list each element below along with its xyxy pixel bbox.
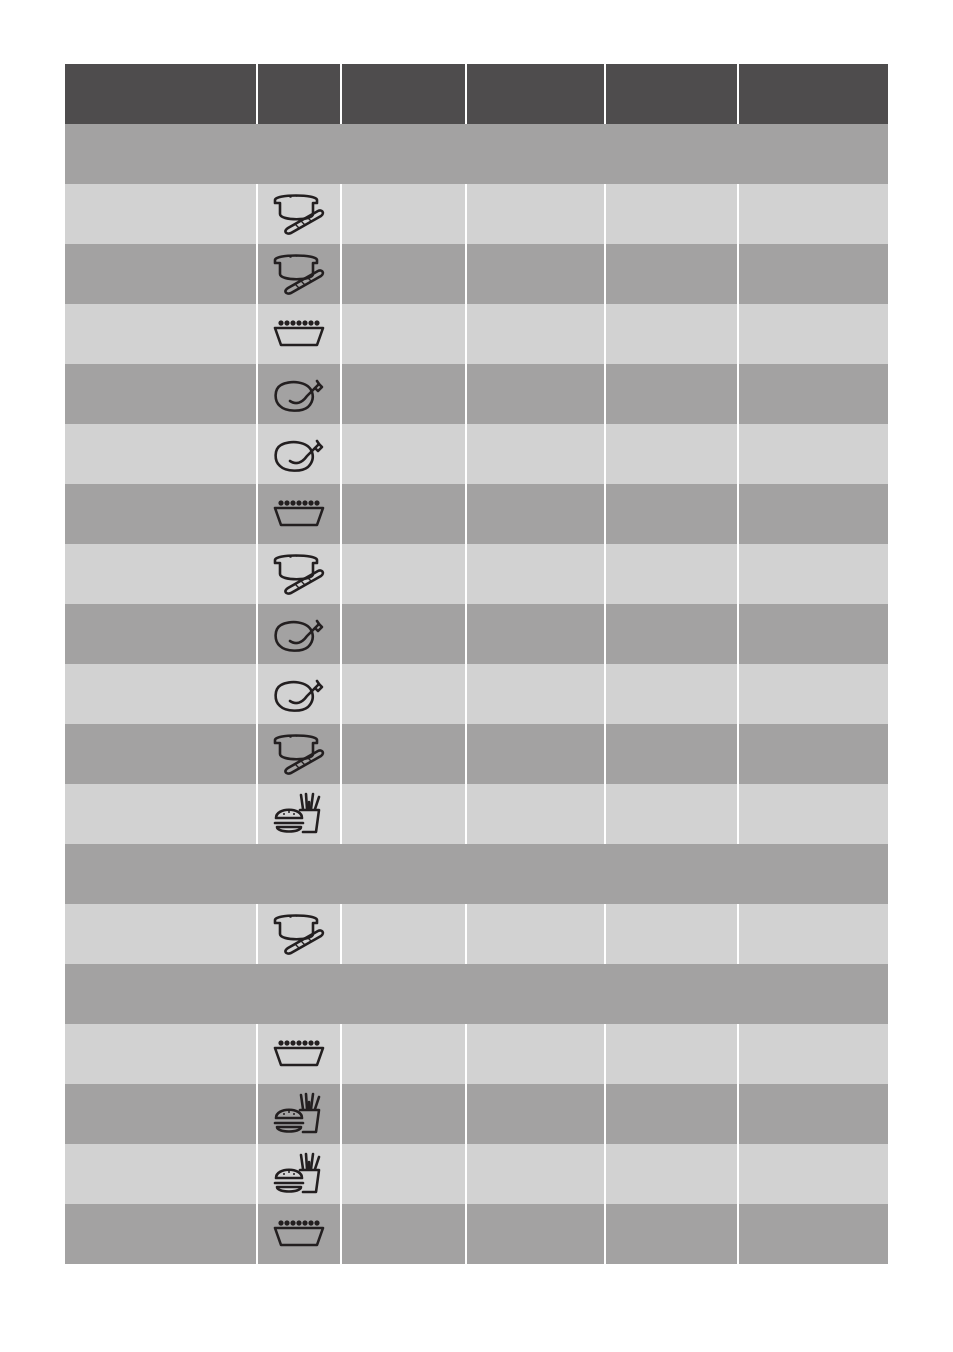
table-cell bbox=[258, 484, 340, 544]
table-cell bbox=[65, 604, 256, 664]
table-cell bbox=[342, 784, 465, 844]
table-cell bbox=[467, 424, 604, 484]
table-cell bbox=[65, 424, 256, 484]
table-row bbox=[65, 424, 888, 484]
table-cell bbox=[739, 604, 888, 664]
baking-dish-icon bbox=[272, 1032, 326, 1076]
table-cell bbox=[65, 1144, 256, 1204]
table-cell bbox=[342, 724, 465, 784]
table-cell bbox=[606, 184, 737, 244]
table-row bbox=[65, 484, 888, 544]
table-row bbox=[65, 604, 888, 664]
table-body bbox=[65, 124, 888, 1264]
table-cell bbox=[342, 484, 465, 544]
table-cell bbox=[467, 904, 604, 964]
table-cell bbox=[65, 1204, 256, 1264]
table-cell bbox=[342, 244, 465, 304]
poultry-icon bbox=[272, 612, 326, 656]
table-row bbox=[65, 1144, 888, 1204]
table-cell bbox=[467, 1204, 604, 1264]
table-cell bbox=[65, 484, 256, 544]
baking-dish-icon bbox=[272, 312, 326, 356]
poultry-icon bbox=[272, 372, 326, 416]
table-cell bbox=[258, 544, 340, 604]
bread-icon bbox=[272, 732, 326, 776]
table-cell bbox=[467, 724, 604, 784]
table-cell bbox=[258, 784, 340, 844]
table-cell bbox=[342, 1144, 465, 1204]
table-cell bbox=[606, 484, 737, 544]
table-cell bbox=[65, 244, 256, 304]
table-cell bbox=[65, 1024, 256, 1084]
bread-icon bbox=[272, 252, 326, 296]
table-cell bbox=[606, 604, 737, 664]
bread-icon bbox=[272, 552, 326, 596]
table-cell bbox=[258, 1084, 340, 1144]
table-cell bbox=[258, 1204, 340, 1264]
table-cell bbox=[739, 784, 888, 844]
poultry-icon bbox=[272, 672, 326, 716]
table-cell bbox=[739, 1204, 888, 1264]
table-cell bbox=[467, 184, 604, 244]
fast-food-icon bbox=[272, 792, 326, 836]
table-cell bbox=[65, 784, 256, 844]
header-cell-1 bbox=[65, 64, 256, 124]
table-cell bbox=[342, 544, 465, 604]
table-cell bbox=[65, 664, 256, 724]
table-row bbox=[65, 664, 888, 724]
table-row bbox=[65, 1024, 888, 1084]
table-cell bbox=[258, 364, 340, 424]
table-row bbox=[65, 544, 888, 604]
table-cell bbox=[467, 364, 604, 424]
table-cell bbox=[606, 304, 737, 364]
table-cell bbox=[739, 724, 888, 784]
table-cell bbox=[606, 424, 737, 484]
table-row bbox=[65, 784, 888, 844]
table-row bbox=[65, 904, 888, 964]
table-cell bbox=[467, 484, 604, 544]
table-cell bbox=[258, 904, 340, 964]
table-cell bbox=[65, 544, 256, 604]
table-cell bbox=[65, 724, 256, 784]
table-cell bbox=[606, 724, 737, 784]
table-cell bbox=[606, 364, 737, 424]
table-cell bbox=[739, 304, 888, 364]
baking-dish-icon bbox=[272, 492, 326, 536]
fast-food-icon bbox=[272, 1092, 326, 1136]
table-cell bbox=[739, 1024, 888, 1084]
table-row bbox=[65, 184, 888, 244]
table-cell bbox=[739, 664, 888, 724]
table-cell bbox=[606, 1024, 737, 1084]
header-cell-2 bbox=[258, 64, 340, 124]
table-cell bbox=[342, 1084, 465, 1144]
table-cell bbox=[342, 604, 465, 664]
table-cell bbox=[606, 664, 737, 724]
table-row bbox=[65, 1084, 888, 1144]
section-row bbox=[65, 124, 888, 184]
table-row bbox=[65, 304, 888, 364]
header-cell-4 bbox=[467, 64, 604, 124]
table-cell bbox=[258, 424, 340, 484]
table-cell bbox=[467, 1084, 604, 1144]
table-cell bbox=[467, 304, 604, 364]
table-row bbox=[65, 724, 888, 784]
table-cell bbox=[258, 724, 340, 784]
table-cell bbox=[258, 664, 340, 724]
table-cell bbox=[606, 1144, 737, 1204]
table-cell bbox=[258, 244, 340, 304]
table-cell bbox=[606, 784, 737, 844]
table-cell bbox=[606, 244, 737, 304]
table-cell bbox=[258, 304, 340, 364]
table-cell bbox=[467, 244, 604, 304]
food-table bbox=[65, 64, 888, 1264]
table-cell bbox=[739, 364, 888, 424]
table-cell bbox=[342, 904, 465, 964]
table-row bbox=[65, 364, 888, 424]
table-cell bbox=[606, 1084, 737, 1144]
table-cell bbox=[467, 1144, 604, 1204]
header-cell-5 bbox=[606, 64, 737, 124]
table-cell bbox=[739, 1144, 888, 1204]
poultry-icon bbox=[272, 432, 326, 476]
table-cell bbox=[606, 904, 737, 964]
table-header-row bbox=[65, 64, 888, 124]
table-cell bbox=[258, 184, 340, 244]
table-cell bbox=[342, 184, 465, 244]
table-row bbox=[65, 1204, 888, 1264]
table-cell bbox=[467, 604, 604, 664]
table-cell bbox=[342, 664, 465, 724]
table-cell bbox=[342, 424, 465, 484]
table-cell bbox=[65, 364, 256, 424]
table-cell bbox=[65, 304, 256, 364]
table-cell bbox=[65, 184, 256, 244]
table-cell bbox=[606, 544, 737, 604]
table-cell bbox=[65, 904, 256, 964]
table-row bbox=[65, 244, 888, 304]
table-cell bbox=[342, 304, 465, 364]
table-cell bbox=[342, 1024, 465, 1084]
table-cell bbox=[65, 1084, 256, 1144]
table-cell bbox=[739, 544, 888, 604]
table-cell bbox=[467, 664, 604, 724]
header-cell-3 bbox=[342, 64, 465, 124]
section-row bbox=[65, 964, 888, 1024]
table-cell bbox=[739, 1084, 888, 1144]
section-row bbox=[65, 844, 888, 904]
bread-icon bbox=[272, 912, 326, 956]
table-cell bbox=[467, 544, 604, 604]
table-cell bbox=[739, 184, 888, 244]
table-cell bbox=[258, 604, 340, 664]
table-cell bbox=[739, 904, 888, 964]
table-cell bbox=[342, 364, 465, 424]
table-cell bbox=[467, 784, 604, 844]
table-cell bbox=[342, 1204, 465, 1264]
table-cell bbox=[258, 1144, 340, 1204]
table-cell bbox=[467, 1024, 604, 1084]
bread-icon bbox=[272, 192, 326, 236]
fast-food-icon bbox=[272, 1152, 326, 1196]
table-cell bbox=[739, 424, 888, 484]
baking-dish-icon bbox=[272, 1212, 326, 1256]
table-cell bbox=[739, 484, 888, 544]
table-cell bbox=[606, 1204, 737, 1264]
header-cell-6 bbox=[739, 64, 888, 124]
table-cell bbox=[258, 1024, 340, 1084]
table-cell bbox=[739, 244, 888, 304]
